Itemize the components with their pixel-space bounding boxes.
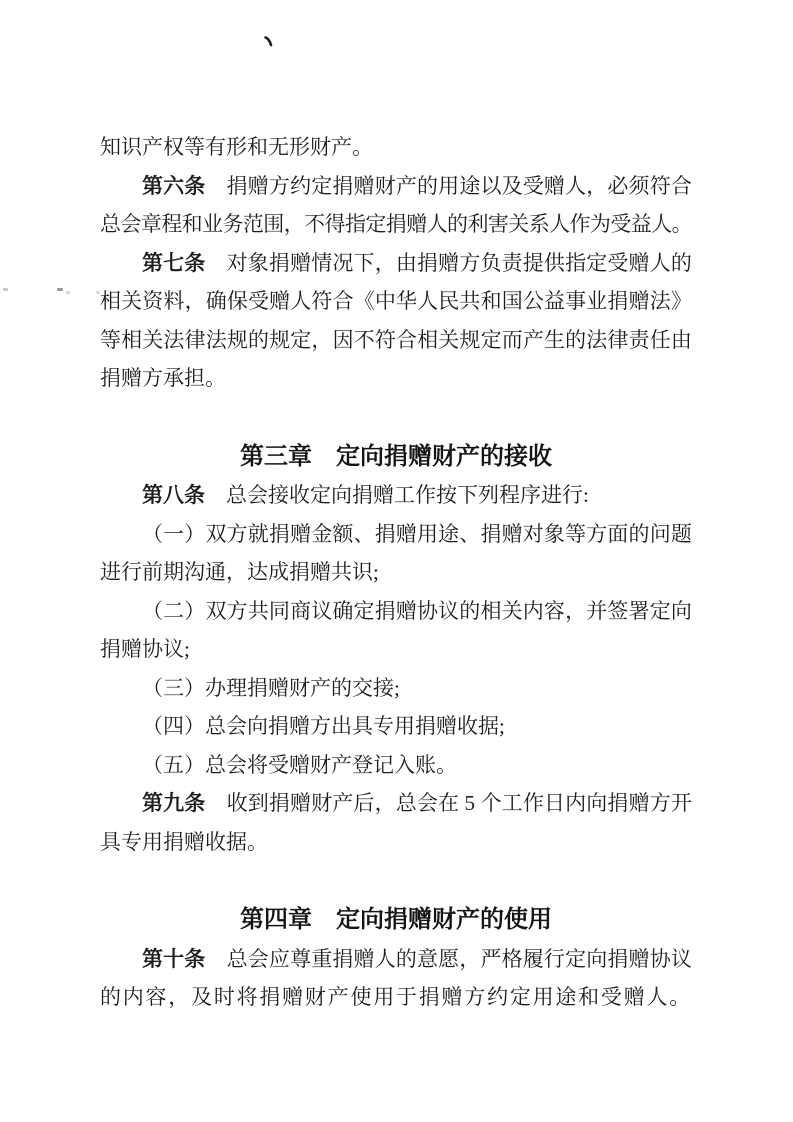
article-number: 第八条 [142, 483, 205, 507]
chapter-heading [100, 901, 692, 940]
text-line [100, 746, 692, 785]
text-line [100, 167, 692, 206]
text-segment: （二）双方共同商议确定捐赠协议的相关内容，并签署定向 [142, 598, 692, 623]
text-segment: 知识产权等有形和无形财产。 [100, 135, 373, 159]
line-text [100, 212, 692, 236]
line-text [142, 714, 505, 738]
line-text [142, 947, 692, 971]
text-line [100, 978, 692, 1017]
text-line [100, 823, 692, 862]
line-text [100, 637, 190, 661]
text-line [100, 553, 692, 592]
text-segment: 的内容，及时将捐赠财产使用于捐赠方约定用途和受赠人。 [100, 985, 692, 1009]
article-number: 第十条 [142, 946, 206, 971]
scan-speck [57, 288, 63, 291]
text-segment: 具专用捐赠收据。 [100, 829, 268, 854]
line-text [142, 753, 457, 777]
line-text [240, 443, 552, 470]
text-segment: 等相关法律法规的规定，因不符合相关规定而产生的法律责任由 [100, 327, 692, 352]
scan-speck [66, 291, 70, 294]
text-line [100, 128, 692, 167]
line-text [100, 328, 692, 352]
text-segment: 捐赠协议; [100, 637, 190, 661]
chapter-heading [100, 438, 692, 477]
line-text [100, 830, 268, 854]
article-number: 第七条 [142, 250, 206, 275]
line-text [142, 174, 692, 198]
line-text [100, 135, 373, 159]
text-segment: 收到捐赠财产后，总会在 5 个工作日内向捐赠方开 [205, 791, 693, 815]
line-text [142, 676, 400, 700]
article-number: 第九条 [142, 791, 206, 815]
text-segment: 捐赠方承担。 [100, 366, 226, 390]
text-segment: 总会应尊重捐赠人的意愿，严格履行定向捐赠协议 [205, 946, 693, 971]
line-text [142, 251, 692, 275]
line-text [100, 985, 692, 1009]
text-segment: 总会接收定向捐赠工作按下列程序进行: [205, 483, 589, 507]
line-text [142, 599, 692, 623]
text-line [100, 630, 692, 669]
text-line [100, 321, 692, 360]
text-line [100, 476, 692, 515]
text-segment: 总会章程和业务范围，不得指定捐赠人的利害关系人作为受益人。 [100, 212, 692, 236]
text-segment: 进行前期沟通，达成捐赠共识; [100, 560, 379, 584]
text-segment: 捐赠方约定捐赠财产的用途以及受赠人，必须符合 [205, 173, 693, 198]
text-segment: 第四章 定向捐赠财产的使用 [240, 906, 552, 933]
text-segment: （三）办理捐赠财产的交接; [142, 675, 400, 700]
line-text [142, 522, 692, 546]
text-line [100, 515, 692, 554]
text-line [100, 707, 692, 746]
text-segment: （四）总会向捐赠方出具专用捐赠收据; [142, 714, 505, 738]
text-line [100, 592, 692, 631]
line-text [142, 483, 589, 507]
line-text [142, 791, 692, 815]
scan-speck [3, 288, 8, 291]
text-line [100, 940, 692, 979]
text-segment: （五）总会将受赠财产登记入账。 [142, 752, 457, 777]
text-segment: （一）双方就捐赠金额、捐赠用途、捐赠对象等方面的问题 [142, 521, 692, 546]
text-line [100, 205, 692, 244]
text-column [100, 128, 692, 1017]
line-text [100, 560, 379, 584]
text-segment: 相关资料，确保受赠人符合《中华人民共和国公益事业捐赠法》 [100, 289, 692, 313]
line-text [100, 289, 692, 313]
line-text [100, 366, 226, 390]
stray-ink-mark [264, 35, 276, 47]
text-line [100, 359, 692, 398]
text-line [100, 669, 692, 708]
text-segment: 第三章 定向捐赠财产的接收 [240, 442, 552, 470]
text-line [100, 244, 692, 283]
line-text [240, 906, 552, 933]
text-segment: 对象捐赠情况下，由捐赠方负责提供指定受赠人的 [205, 250, 693, 275]
text-line [100, 784, 692, 823]
text-line [100, 282, 692, 321]
article-number: 第六条 [142, 173, 206, 198]
